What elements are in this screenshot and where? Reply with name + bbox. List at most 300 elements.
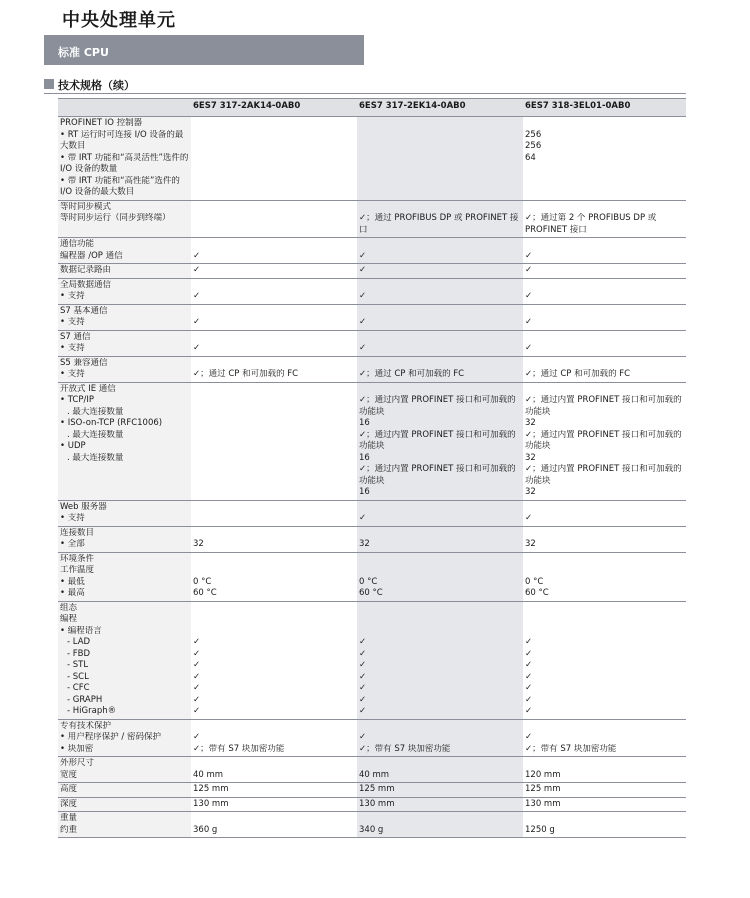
spec-value-cell: [523, 278, 686, 304]
spec-value: 32: [525, 452, 536, 463]
label-text: GRAPH: [72, 694, 103, 705]
spec-value: [359, 332, 521, 344]
spec-value: [193, 441, 355, 453]
spec-value: [359, 306, 521, 318]
spec-label-cell: [58, 719, 191, 757]
spec-value: ✓；通过内置 PROFINET 接口和可加载的功能块: [359, 429, 516, 451]
spec-value: ✓: [525, 317, 533, 327]
spec-value-cell: [357, 783, 523, 798]
spec-label: 等时同步模式: [60, 201, 112, 212]
spec-value: ✓: [525, 343, 533, 353]
spec-value: ✓；通过内置 PROFINET 接口和可加载的功能块: [525, 395, 682, 417]
spec-value: 360 g: [193, 824, 218, 835]
label-dash: .: [67, 452, 70, 463]
spec-value: [359, 813, 521, 825]
label-dash: -: [67, 671, 71, 682]
spec-value: ✓: [193, 694, 201, 705]
spec-value: [359, 130, 521, 142]
spec-value: ✓: [359, 513, 367, 523]
spec-label-cell: [58, 783, 191, 798]
label-text: 最大连接数量: [72, 406, 124, 417]
spec-value: [193, 118, 355, 130]
spec-value: [525, 118, 684, 130]
label-text: STL: [72, 660, 89, 670]
spec-group: [58, 117, 686, 201]
spec-value: 40 mm: [359, 769, 390, 780]
spec-value-cell: [191, 278, 357, 304]
spec-value: 32: [193, 539, 204, 549]
spec-value: [359, 153, 521, 165]
spec-value: [359, 384, 521, 396]
spec-value: 340 g: [359, 824, 384, 835]
spec-value: 130 mm: [525, 798, 561, 809]
spec-value: ✓: [525, 694, 533, 705]
spec-value-cell: [523, 812, 686, 838]
spec-value: [193, 358, 355, 370]
spec-value-cell: [357, 238, 523, 264]
spec-value-cell: [523, 526, 686, 552]
spec-value: ✓；通过内置 PROFINET 接口和可加载的功能块: [525, 429, 682, 451]
spec-value: ✓: [193, 637, 201, 647]
spec-value: ✓: [359, 291, 367, 301]
spec-value-cell: [191, 330, 357, 356]
spec-label: 编程器 /OP 通信: [60, 250, 123, 261]
spec-value-cell: [357, 757, 523, 783]
spec-label: 组态: [60, 602, 78, 613]
label-dash: -: [67, 637, 71, 647]
spec-value: 0 °C: [359, 576, 378, 587]
spec-label-cell: [58, 382, 191, 500]
spec-value-cell: [523, 783, 686, 798]
spec-value: [525, 614, 684, 626]
spec-value: [359, 280, 521, 292]
spec-label: • 支持: [60, 513, 189, 525]
spec-value-cell: [357, 200, 523, 238]
spec-value: [525, 554, 684, 566]
spec-value: [193, 453, 355, 465]
spec-label: PROFINET IO 控制器: [60, 118, 143, 128]
spec-value: ✓: [359, 660, 367, 670]
spec-group: [58, 526, 686, 552]
spec-label: 专有技术保护: [60, 720, 112, 731]
spec-label: 宽度: [60, 769, 78, 780]
spec-value: [359, 626, 521, 638]
spec-value-cell: [357, 500, 523, 526]
label-text: CFC: [72, 683, 90, 693]
spec-label-cell: [58, 330, 191, 356]
spec-value: 125 mm: [359, 784, 395, 794]
spec-value-cell: [357, 356, 523, 382]
spec-value: [193, 603, 355, 615]
spec-value: 125 mm: [193, 784, 229, 794]
spec-table: [58, 98, 686, 838]
spec-label: 重量: [60, 813, 78, 823]
spec-label: [60, 706, 189, 718]
spec-value: ✓: [193, 291, 201, 301]
spec-value-cell: [191, 601, 357, 719]
spec-label: • 编程语言: [60, 626, 189, 638]
spec-value: ✓: [193, 265, 201, 275]
spec-label: [60, 649, 189, 661]
spec-group: [58, 330, 686, 356]
spec-label-cell: [58, 757, 191, 783]
spec-value-cell: [523, 117, 686, 201]
spec-value: ✓: [193, 250, 201, 261]
spec-label: 连接数目: [60, 527, 95, 538]
label-text: HiGraph®: [72, 706, 117, 716]
spec-value: [193, 213, 355, 225]
spec-label-cell: [58, 264, 191, 279]
spec-value-cell: [191, 304, 357, 330]
spec-value: [359, 614, 521, 626]
spec-value: ✓；带有 S7 块加密功能: [359, 743, 451, 754]
spec-value: 130 mm: [193, 798, 229, 809]
spec-label: • 最高: [60, 588, 189, 600]
spec-label: • 最低: [60, 577, 189, 589]
spec-value: ✓: [359, 343, 367, 353]
spec-value: 16: [359, 487, 370, 497]
spec-value-cell: [357, 330, 523, 356]
spec-value-cell: [191, 526, 357, 552]
spec-label: • 用户程序保护 / 密码保护: [60, 732, 189, 744]
spec-label: • TCP/IP: [60, 395, 189, 407]
spec-value: [359, 358, 521, 370]
spec-value: [525, 239, 684, 251]
spec-value: ✓: [359, 732, 367, 742]
label-dash: -: [67, 683, 71, 693]
spec-value: 120 mm: [525, 769, 561, 780]
spec-group: [58, 200, 686, 238]
spec-value: [359, 502, 521, 514]
spec-value: [193, 239, 355, 251]
spec-value-cell: [357, 382, 523, 500]
label-dash: -: [67, 706, 71, 716]
spec-label: 通信功能: [60, 239, 95, 249]
section-header: [44, 77, 686, 94]
spec-value-cell: [523, 330, 686, 356]
spec-group: [58, 356, 686, 382]
spec-group: [58, 797, 686, 812]
spec-value: ✓: [359, 671, 367, 682]
spec-value-cell: [523, 304, 686, 330]
spec-value: 32: [359, 539, 370, 549]
spec-value-cell: [523, 719, 686, 757]
spec-label: [60, 660, 189, 672]
spec-label: • 块加密: [60, 744, 189, 756]
spec-value: ✓；通过内置 PROFINET 接口和可加载的功能块: [359, 395, 516, 417]
label-dash: -: [67, 694, 71, 705]
spec-value: 256: [525, 141, 542, 151]
spec-value-cell: [191, 500, 357, 526]
spec-value: [193, 306, 355, 318]
spec-group: [58, 783, 686, 798]
page-title: 中央处理单元: [62, 10, 176, 31]
spec-value: [193, 513, 355, 525]
spec-value: [193, 407, 355, 419]
spec-value-cell: [357, 812, 523, 838]
spec-label: • 支持: [60, 343, 189, 355]
spec-label: • UDP: [60, 441, 189, 453]
spec-label: 开放式 IE 通信: [60, 383, 116, 394]
spec-value: ✓: [525, 706, 533, 716]
spec-group: [58, 500, 686, 526]
spec-value-cell: [357, 304, 523, 330]
spec-value: [359, 603, 521, 615]
spec-value: [193, 395, 355, 407]
spec-label-cell: [58, 117, 191, 201]
spec-value: 60 °C: [193, 588, 217, 598]
spec-value-cell: [357, 719, 523, 757]
spec-label-cell: [58, 238, 191, 264]
spec-value-cell: [357, 117, 523, 201]
spec-label: 数据记录路由: [60, 265, 112, 275]
spec-label: [60, 430, 189, 442]
label-dash: -: [67, 648, 71, 659]
spec-value-cell: [191, 264, 357, 279]
spec-value: ✓: [193, 660, 201, 670]
spec-value-cell: [191, 783, 357, 798]
spec-value-cell: [523, 356, 686, 382]
spec-label: [60, 695, 189, 707]
spec-group: [58, 278, 686, 304]
spec-value: ✓: [359, 683, 367, 693]
spec-value-cell: [191, 238, 357, 264]
spec-group: [58, 552, 686, 601]
spec-label: 等时同步运行（同步到终端）: [60, 213, 171, 223]
spec-value: [359, 202, 521, 214]
spec-label: 全局数据通信: [60, 279, 112, 290]
spec-label: • 支持: [60, 369, 189, 381]
spec-value: [525, 565, 684, 577]
spec-group: [58, 304, 686, 330]
spec-value-cell: [523, 552, 686, 601]
spec-value: ✓: [525, 683, 533, 693]
spec-value: ✓: [193, 683, 201, 693]
spec-value: 1250 g: [525, 824, 555, 835]
spec-value-cell: [357, 797, 523, 812]
label-dash: .: [67, 406, 70, 417]
spec-label: 外形尺寸: [60, 758, 95, 768]
spec-value: [193, 418, 355, 430]
spec-value: ✓；带有 S7 块加密功能: [193, 743, 285, 754]
spec-value-cell: [191, 757, 357, 783]
spec-value: [525, 502, 684, 514]
label-text: 最大连接数量: [72, 452, 124, 463]
spec-value: ✓；通过 CP 和可加载的 FC: [525, 369, 631, 379]
label-dash: .: [67, 429, 70, 440]
spec-value: [525, 384, 684, 396]
spec-value-cell: [523, 500, 686, 526]
spec-value: [525, 528, 684, 540]
spec-value: [193, 502, 355, 514]
spec-value-cell: [191, 812, 357, 838]
spec-value: ✓: [193, 671, 201, 682]
spec-label-cell: [58, 500, 191, 526]
spec-value: [525, 280, 684, 292]
spec-label: 高度: [60, 784, 78, 794]
spec-value: [193, 332, 355, 344]
spec-value: [525, 758, 684, 770]
spec-value: ✓: [359, 265, 367, 275]
spec-value: 64: [525, 152, 536, 163]
spec-label: • ISO-on-TCP (RFC1006): [60, 418, 189, 430]
spec-value: [359, 565, 521, 577]
spec-label-cell: [58, 278, 191, 304]
spec-group: [58, 382, 686, 500]
spec-value: ✓；通过第 2 个 PROFIBUS DP 或 PROFINET 接口: [525, 213, 657, 235]
spec-label: [60, 453, 189, 465]
spec-value: ✓: [525, 513, 533, 523]
spec-value: [525, 202, 684, 214]
spec-value: ✓: [525, 660, 533, 670]
spec-group: [58, 719, 686, 757]
spec-value: ✓；通过 CP 和可加载的 FC: [359, 369, 465, 379]
spec-group: [58, 757, 686, 783]
spec-value: ✓；通过 CP 和可加载的 FC: [193, 369, 299, 379]
spec-value: [193, 384, 355, 396]
spec-value: [193, 758, 355, 770]
spec-value: ✓；通过内置 PROFINET 接口和可加载的功能块: [525, 464, 682, 486]
spec-value: [193, 280, 355, 292]
spec-group: [58, 812, 686, 838]
spec-value: [193, 202, 355, 214]
spec-value: 16: [359, 452, 370, 463]
spec-value: ✓: [359, 694, 367, 705]
spec-value: ✓；通过内置 PROFINET 接口和可加载的功能块: [359, 464, 516, 486]
spec-value-cell: [523, 264, 686, 279]
spec-value: 256: [525, 129, 542, 140]
spec-value: [525, 332, 684, 344]
spec-label: • 支持: [60, 317, 189, 329]
spec-label: [60, 683, 189, 695]
spec-value: ✓: [193, 732, 201, 742]
spec-value: ✓: [525, 250, 533, 261]
spec-value: ✓: [525, 265, 533, 275]
spec-value: [193, 565, 355, 577]
spec-value: [359, 528, 521, 540]
spec-value: ✓: [359, 250, 367, 261]
spec-value: 130 mm: [359, 798, 395, 809]
label-text: LAD: [72, 637, 91, 647]
spec-value-cell: [191, 382, 357, 500]
spec-value-cell: [357, 601, 523, 719]
spec-value-cell: [191, 356, 357, 382]
spec-value: 0 °C: [193, 576, 212, 587]
spec-value: [525, 358, 684, 370]
spec-label: 约重: [60, 824, 78, 835]
spec-label: [60, 672, 189, 684]
spec-label: • 带 IRT 功能和“高性能”选件的 I/O 设备的最大数目: [60, 176, 189, 199]
spec-label: • 带 IRT 功能和“高灵活性”选件的 I/O 设备的数量: [60, 153, 189, 176]
spec-label: [60, 637, 189, 649]
spec-value: [193, 721, 355, 733]
spec-value: [193, 141, 355, 153]
spec-value: 32: [525, 487, 536, 497]
spec-value: [193, 626, 355, 638]
header-row: [58, 99, 686, 117]
header-cell-model: 6ES7 318-3EL01-0AB0: [523, 99, 686, 117]
spec-value-cell: [357, 278, 523, 304]
spec-value: ✓: [359, 706, 367, 716]
spec-value: 40 mm: [193, 769, 224, 780]
spec-label-cell: [58, 356, 191, 382]
spec-value-cell: [357, 264, 523, 279]
spec-value: 125 mm: [525, 784, 561, 794]
spec-label: S5 兼容通信: [60, 357, 108, 368]
spec-body: [58, 117, 686, 838]
label-text: SCL: [72, 671, 89, 682]
spec-value: ✓: [359, 648, 367, 659]
spec-group: [58, 238, 686, 264]
spec-group: [58, 601, 686, 719]
spec-value: [525, 813, 684, 825]
spec-value: [359, 141, 521, 153]
spec-label-cell: [58, 797, 191, 812]
spec-value: ✓: [525, 291, 533, 301]
spec-value-cell: [191, 797, 357, 812]
spec-value: [359, 118, 521, 130]
spec-value: ✓: [525, 671, 533, 682]
spec-value-cell: [191, 552, 357, 601]
spec-group: [58, 264, 686, 279]
category-label: 标准 CPU: [58, 46, 109, 59]
spec-value-cell: [191, 719, 357, 757]
spec-value-cell: [191, 117, 357, 201]
spec-label: S7 基本通信: [60, 305, 108, 316]
header-cell-label: [58, 99, 191, 117]
spec-label-cell: [58, 601, 191, 719]
spec-value-cell: [357, 526, 523, 552]
spec-value: 60 °C: [525, 588, 549, 598]
spec-value: [525, 603, 684, 615]
spec-value: [359, 758, 521, 770]
spec-value: ✓: [525, 732, 533, 742]
spec-label-cell: [58, 526, 191, 552]
spec-label: Web 服务器: [60, 501, 107, 512]
spec-value: [525, 721, 684, 733]
spec-label: S7 通信: [60, 331, 91, 342]
spec-value: 32: [525, 418, 536, 428]
spec-value: ✓: [359, 637, 367, 647]
spec-value-cell: [523, 601, 686, 719]
spec-value: [359, 721, 521, 733]
spec-value-cell: [523, 382, 686, 500]
spec-value: [193, 153, 355, 165]
spec-value: [193, 554, 355, 566]
spec-value: [193, 614, 355, 626]
category-band: [44, 35, 364, 65]
spec-value-cell: [523, 200, 686, 238]
section-title: 技术规格（续）: [58, 79, 135, 92]
spec-label: • RT 运行时可连接 I/O 设备的最大数目: [60, 130, 189, 153]
section-square-icon: [44, 79, 54, 89]
spec-value-cell: [523, 757, 686, 783]
spec-label: 环境条件: [60, 553, 95, 564]
spec-value-cell: [523, 238, 686, 264]
spec-label: 编程: [60, 614, 78, 624]
spec-value-cell: [191, 200, 357, 238]
spec-value: ✓: [193, 648, 201, 659]
spec-value: ✓；带有 S7 块加密功能: [525, 743, 617, 754]
label-text: 最大连接数量: [72, 429, 124, 440]
spec-label: • 支持: [60, 291, 189, 303]
spec-value: [525, 626, 684, 638]
spec-value: ✓: [193, 343, 201, 353]
spec-label-cell: [58, 200, 191, 238]
label-text: FBD: [72, 648, 91, 659]
header-cell-model: 6ES7 317-2EK14-0AB0: [357, 99, 523, 117]
spec-value: ✓: [525, 637, 533, 647]
